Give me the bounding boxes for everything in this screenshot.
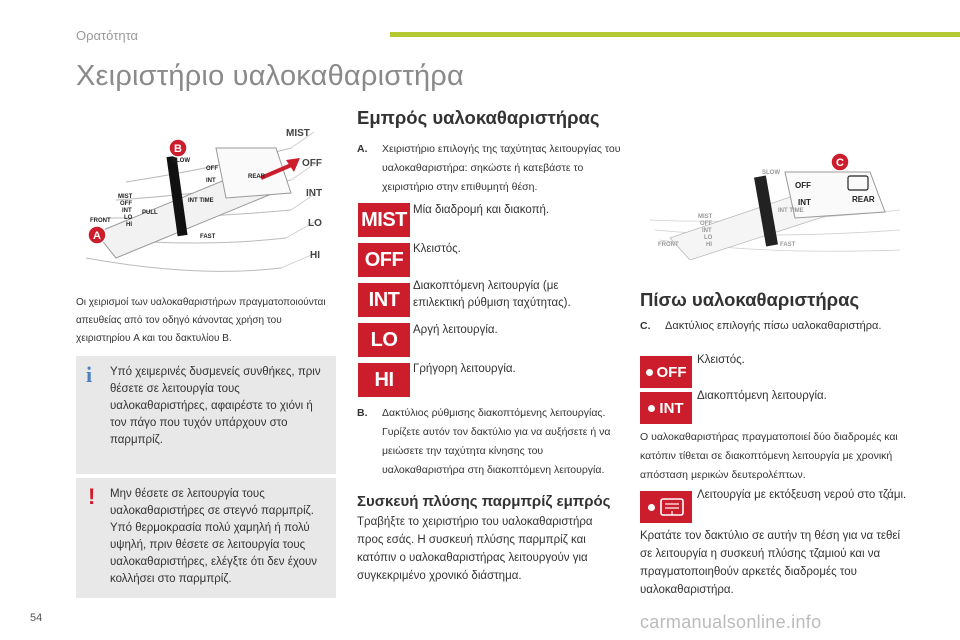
rear-stalk-text-front: FRONT: [658, 242, 679, 248]
rear-washer-icon: [659, 497, 685, 517]
stalk-label-off: OFF: [302, 158, 322, 169]
desc-int: Διακοπτόμενη λειτουργία (με επιλεκτική ρύθμιση ταχύτητας).: [413, 280, 571, 309]
stalk-text-lo: LO: [124, 215, 133, 221]
rear-stalk-text-slow: SLOW: [762, 170, 780, 176]
stalk-label-int: INT: [306, 188, 323, 199]
rear-desc-off: Κλειστός.: [697, 354, 745, 366]
desc-mist: Μία διαδρομή και διακοπή.: [413, 204, 550, 216]
label-b-subtext: Γυρίζετε αυτόν τον δακτύλιο για να αυξήσετε ή να μειώσετε την ταχύτητα κίνησης του υαλοκαθαριστήρα στη διακοπτόμενη λειτουργία.: [382, 426, 611, 476]
badge-lo: LO: [358, 323, 410, 357]
warning-icon: !: [88, 484, 96, 509]
rear-wiper-heading: Πίσω υαλοκαθαριστήρας: [640, 289, 860, 310]
info-icon: i: [86, 362, 93, 387]
accent-bar: [390, 32, 960, 37]
warning-text: Μην θέσετε σε λειτουργία τους υαλοκαθαριστήρες σε στεγνό παρμπρίζ. Υπό θερμοκρασία πολύ χαμηλή ή πολύ υψηλή, πριν θέσετε σε λειτουργία τους υαλοκαθαριστήρες, ελέγξτε ότι δεν έχουν κολλήσει στο παρμπρίζ.: [110, 488, 317, 585]
stalk-text-off-rear: OFF: [206, 166, 218, 172]
desc-off: Κλειστός.: [413, 243, 461, 255]
rear-stalk-text-int-time: INT TIME: [778, 208, 804, 214]
stalk-text-int-rear: INT: [206, 178, 216, 184]
callout-a: A: [93, 230, 101, 242]
page-title: Χειριστήριο υαλοκαθαριστήρα: [76, 60, 464, 92]
label-a-text: Χειριστήριο επιλογής της ταχύτητας λειτουργίας του υαλοκαθαριστήρα: σηκώστε ή κατεβάστε το χειριστήριο στην επιθυμητή θέση.: [382, 143, 621, 193]
label-b: B.: [357, 407, 368, 419]
stalk-text-front: FRONT: [90, 218, 111, 224]
dot-icon: [648, 405, 655, 412]
rear-int-note: Ο υαλοκαθαριστήρας πραγματοποιεί δύο διαδρομές και κατόπιν τίθεται σε διακοπτόμενη λειτουργία με χρονική απόσταση μερικών δευτερολέπτων.: [640, 431, 898, 481]
stalk-label-mist: MIST: [286, 128, 310, 139]
rear-stalk-text-lo: LO: [704, 235, 713, 241]
rear-badge-washer: [640, 491, 692, 523]
callout-c: C: [836, 157, 844, 169]
stalk-label-lo: LO: [308, 218, 322, 229]
stalk-text-hi: HI: [126, 222, 132, 228]
rear-desc-washer: Λειτουργία με εκτόξευση νερού στο τζάμι.: [697, 489, 907, 501]
rear-badge-off-label: OFF: [656, 363, 687, 381]
badge-int: INT: [358, 283, 410, 317]
badge-off: OFF: [358, 243, 410, 277]
dot-icon: [646, 369, 653, 376]
front-wiper-heading: Εμπρός υαλοκαθαριστήρας: [357, 107, 600, 128]
stalk-text-int: INT: [122, 208, 132, 214]
rear-desc-int: Διακοπτόμενη λειτουργία.: [697, 390, 827, 402]
intro-text: Οι χειρισμοί των υαλοκαθαριστήρων πραγματοποιούνται απευθείας από τον οδηγό κάνοντας χρήση του χειριστηρίου A και του δακτυλίου B.: [76, 297, 326, 344]
rear-stalk-text-rear: REAR: [852, 195, 875, 204]
stalk-text-pull: PULL: [142, 210, 158, 216]
label-a: A.: [357, 143, 368, 155]
rear-badge-int: [640, 392, 692, 424]
rear-stalk-text-hi: HI: [706, 242, 712, 248]
desc-lo: Αργή λειτουργία.: [413, 324, 498, 336]
stalk-text-mist: MIST: [118, 194, 133, 200]
badge-mist: MIST: [358, 203, 410, 237]
rear-stalk-text-fast: FAST: [780, 242, 796, 248]
label-c: C.: [640, 320, 651, 332]
washer-text: Τραβήξτε το χειριστήριο του υαλοκαθαριστήρα προς εσάς. Η συσκευή πλύσης παρμπρίζ και κατόπιν ο υαλοκαθαριστήρας λειτουργούν για συγκεκριμένο χρονικό διάστημα.: [357, 516, 593, 582]
stalk-text-int-time: INT TIME: [188, 198, 214, 204]
stalk-text-fast: FAST: [200, 234, 216, 240]
rear-badge-int-label: INT: [659, 399, 684, 417]
stalk-text-slow: SLOW: [172, 158, 190, 164]
rear-wiper-stalk-diagram: [640, 150, 910, 260]
rear-badge-off: [640, 356, 692, 388]
stalk-text-off: OFF: [120, 201, 132, 207]
rear-stalk-text-int: INT: [702, 228, 712, 234]
dot-icon: [648, 504, 655, 511]
label-c-text: Δακτύλιος επιλογής πίσω υαλοκαθαριστήρα.: [665, 320, 882, 332]
rear-stalk-text-off: OFF: [700, 221, 712, 227]
washer-heading: Συσκευή πλύσης παρμπρίζ εμπρός: [357, 493, 611, 510]
rear-hold-text: Κρατάτε τον δακτύλιο σε αυτήν τη θέση για να τεθεί σε λειτουργία η συσκευή πλύσης τζαμιού και να πραγματοποιηθούν αρκετές διαδρομές του υαλοκαθαριστήρα.: [640, 530, 901, 596]
front-wiper-stalk-diagram: [76, 118, 338, 280]
callout-b: B: [174, 143, 182, 155]
badge-hi: HI: [358, 363, 410, 397]
rear-stalk-text-off-c: OFF: [795, 181, 811, 190]
rear-stalk-text-int-c: INT: [798, 198, 811, 207]
rear-stalk-text-mist: MIST: [698, 214, 713, 220]
label-b-text: Δακτύλιος ρύθμισης διακοπτόμενης λειτουργίας.: [382, 407, 606, 419]
info-text: Υπό χειμερινές δυσμενείς συνθήκες, πριν θέσετε σε λειτουργία τους υαλοκαθαριστήρες, αφαιρέστε το χιόνι ή τον πάγο που τυχόν υπάρχουν στο παρμπρίζ.: [110, 366, 321, 446]
section-label: Ορατότητα: [76, 28, 139, 43]
watermark: carmanualsonline.info: [640, 612, 822, 632]
stalk-label-hi: HI: [310, 250, 320, 261]
stalk-text-rear: REAR: [248, 174, 266, 180]
desc-hi: Γρήγορη λειτουργία.: [413, 363, 516, 375]
page-number: 54: [30, 612, 43, 624]
